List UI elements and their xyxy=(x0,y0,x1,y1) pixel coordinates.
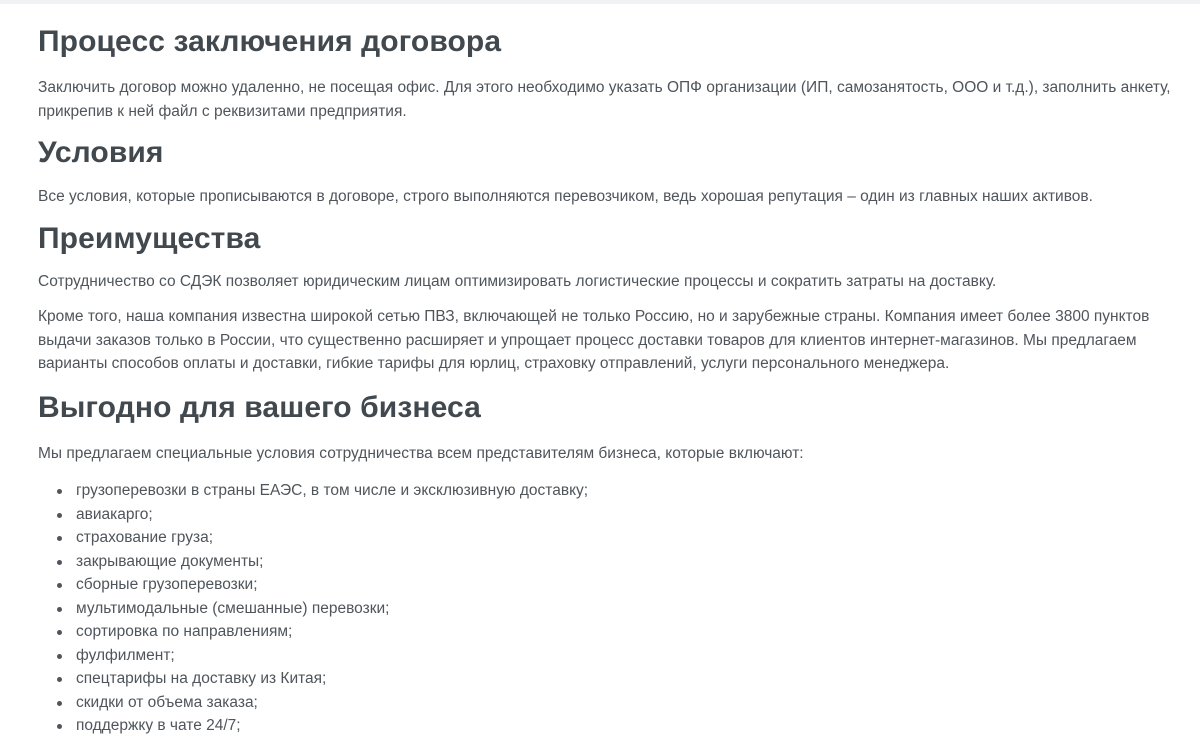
section-contract-process xyxy=(38,24,1178,123)
list-item: сортировка по направлениям; xyxy=(76,620,1178,644)
list-item: страхование груза; xyxy=(76,526,1178,550)
paragraph-conditions: Все условия, которые прописываются в договоре, строго выполняются перевозчиком, ведь хорошая репутация – один из главных наших активов. xyxy=(38,188,1093,205)
list-item: мультимодальные (смешанные) перевозки; xyxy=(76,597,1178,621)
section-conditions xyxy=(38,135,1178,209)
paragraph-advantages-1: Сотрудничество со СДЭК позволяет юридическим лицам оптимизировать логистические процессы и сократить затраты на доставку. xyxy=(38,272,997,290)
list-item: скидки от объема заказа; xyxy=(76,691,1178,715)
paragraph-contract-process: Заключить договор можно удаленно, не посещая офис. Для этого необходимо указать ОПФ организации (ИП, самозанятость, ООО и т.д.), заполнить анкету, прикрепив к ней файл с реквизитами предприятия. xyxy=(38,79,1171,120)
section-title-business-benefits: Выгодно для вашего бизнеса xyxy=(38,390,481,424)
section-title-contract-process: Процесс заключения договора xyxy=(38,25,502,58)
list-item: фулфилмент; xyxy=(76,644,1178,668)
section-business-benefits xyxy=(38,390,1178,738)
list-item: поддержку в чате 24/7; xyxy=(76,714,1178,738)
list-item: авиакарго; xyxy=(76,503,1178,527)
section-title-conditions: Условия xyxy=(38,136,164,169)
list-item: спецтарифы на доставку из Китая; xyxy=(76,667,1178,691)
section-advantages xyxy=(38,221,1178,376)
benefits-list xyxy=(38,479,1178,738)
top-border-strip xyxy=(0,0,1200,4)
section-title-advantages: Преимущества xyxy=(38,221,261,255)
article-content xyxy=(38,24,1178,738)
list-item: сборные грузоперевозки; xyxy=(76,573,1178,597)
paragraph-business-benefits: Мы предлагаем специальные условия сотрудничества всем представителям бизнеса, которые включают: xyxy=(38,444,804,462)
list-item: грузоперевозки в страны ЕАЭС, в том числе и эксклюзивную доставку; xyxy=(76,479,1178,503)
list-item: закрывающие документы; xyxy=(76,550,1178,574)
paragraph-advantages-2: Кроме того, наша компания известна широкой сетью ПВЗ, включающей не только Россию, но и зарубежные страны. Компания имеет более 3800 пунктов выдачи заказов только в России, что существенно расширяет и упрощает процесс доставки товаров для клиентов интернет-магазинов. Мы предлагаем варианты способов оплаты и доставки, гибкие тарифы для юрлиц, страховку отправлений, услуги персонального менеджера. xyxy=(38,308,1150,372)
